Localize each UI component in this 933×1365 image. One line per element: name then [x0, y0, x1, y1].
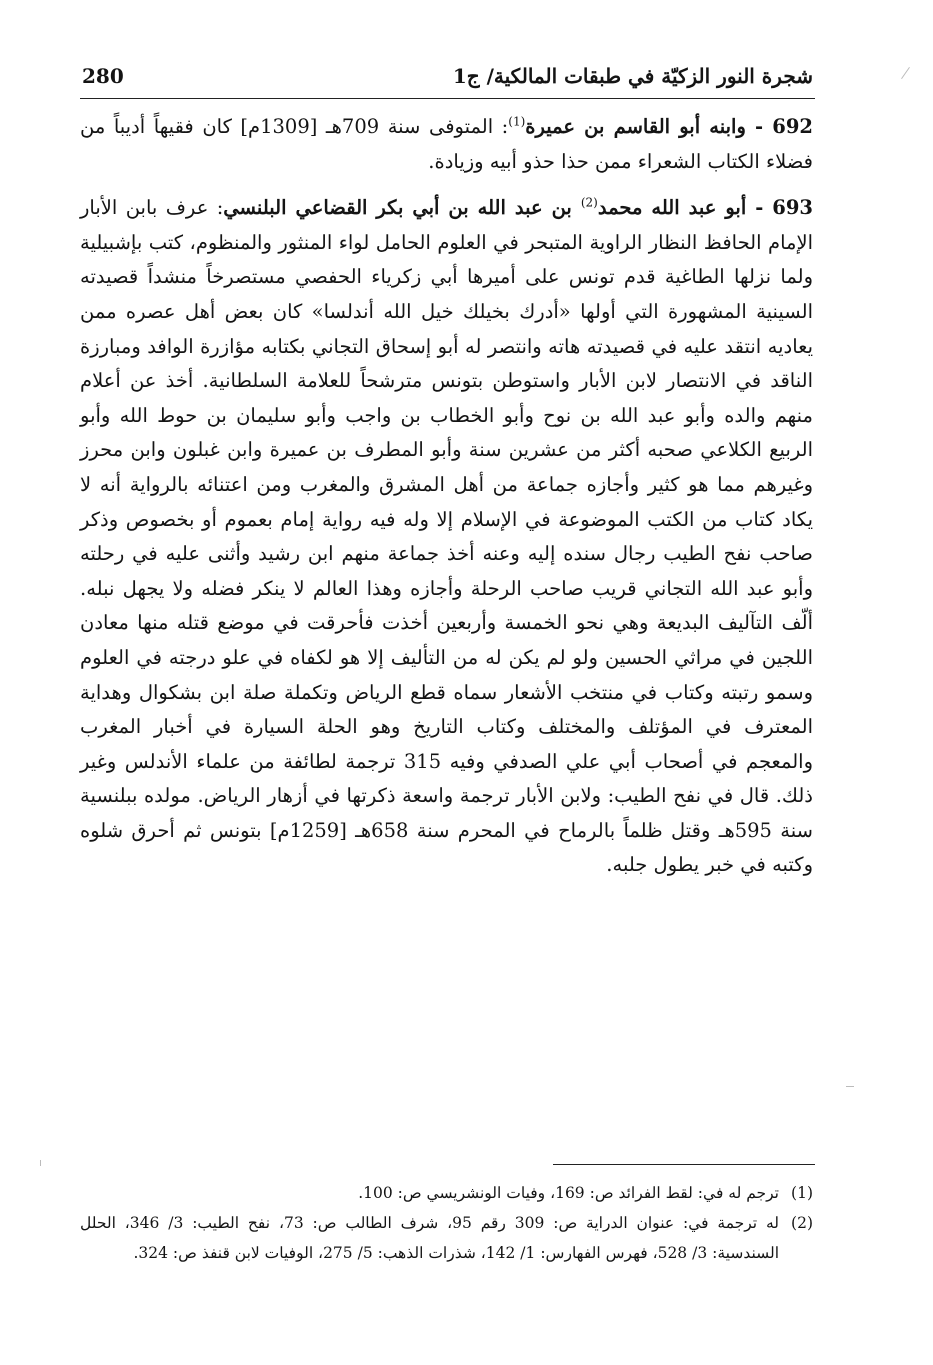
scan-artifact [901, 67, 910, 79]
footnote-reference: (2) [580, 195, 598, 210]
entry-693 [80, 191, 813, 883]
entry-heading: 692 - وابنه أبو القاسم بن عميرة [525, 115, 814, 138]
page-number: 280 [82, 64, 124, 88]
entry-heading-continued: بن عبد الله بن أبي بكر القضاعي البلنسي [223, 196, 581, 220]
header-rule [80, 98, 815, 99]
footnote-text: له ترجمة في: عنوان الدراية ص: 309 رقم 95، شرف الطالب ص: 73، نفح الطيب: 3/ 346، الحلل السندسية: 3/ 528، فهرس الفهارس: 1/ 142، شذرات الذهب: 5/ 275، الوفيات لابن قنفذ ص: 324. [80, 1214, 779, 1262]
footnote-separator [553, 1164, 815, 1165]
scan-artifact [846, 1086, 854, 1087]
footnote-2 [80, 1208, 813, 1268]
entry-692 [80, 110, 813, 179]
footnote-text: ترجم له في: لقط الفرائد ص: 169، وفيات الونشريسي ص: 100. [358, 1184, 779, 1202]
footnote-reference: (1) [508, 114, 526, 129]
footnote-number: (2) [791, 1214, 813, 1232]
footnotes [80, 1178, 813, 1268]
entry-heading: 693 - أبو عبد الله محمد [597, 196, 813, 220]
entry-text: : عرف بابن الأبار الإمام الحافظ النظار الراوية المتبحر في العلوم الحامل لواء المنثور والمنظوم، كتب بإشبيلية ولما نزلها الطاغية قدم تونس على أميرها أبي زكرياء الحفصي مستصرخاً منشداً قصيدته السينية المشهورة التي أولها «أدرك بخيلك خيل الله أندلسا» كان بعض أهل عصره ممن يعاديه انتقد عليه في قصيدته هاته وانتصر له أبو إسحاق التجاني بكتابه مؤازرة الوافد ومبارزة الناقد في الانتصار لابن الأبار واستوطن بتونس مترشحاً للعلامة السلطانية. أخذ عن أعلام منهم والده وأبو عبد الله بن نوح وأبو الخطاب بن واجب وأبو سليمان بن حوط الله وأبو الربيع الكلاعي صحبه أكثر من عشرين سنة وأبو المطرف بن عميرة وابن غبلون وابن محرز وغيرهم مما هو كثير وأجازه جماعة من أهل المشرق والمغرب ومن اعتنائه بالرواية أنه لا يكاد كتاب من الكتب الموضوعة في الإسلام إلا وله فيه رواية إمام بعموم أو بخصوص وذكر صاحب نفح الطيب رجال سنده إليه وعنه أخذ جماعة منهم ابن رشيد وأثنى عليه في رحلته وأبو عبد الله التجاني قريب صاحب الرحلة وأجازه وهذا العالم لا ينكر فضله ولا يجهل نبله. ألّف التآليف البديعة وهي نحو الخمسة وأربعين أخذت فأحرقت في موضع قتله منها معادن اللجين في مراثي الحسين ولو لم يكن له من التأليف إلا هو لكفاه في علو درجته في العلوم وسمو رتبته وكتاب في منتخب الأشعار سماه قطع الرياض وتكملة صلة ابن بشكوال وهداية المعترف في المؤتلف والمختلف وكتاب التاريخ وهو الحلة السيارة في أخبار المغرب والمعجم في أصحاب أبي علي الصدفي وفيه 315 ترجمة لطائفة من علماء الأندلس وغير ذلك. قال في نفح الطيب: ولابن الأبار ترجمة واسعة ذكرتها في أزهار الرياض. مولده ببلنسية سنة 595هـ وقتل ظلماً بالرماح في المحرم سنة 658هـ [1259م] بتونس ثم أحرق شلوه وكتبه في خبر يطول جلبه. [80, 196, 813, 877]
scan-artifact [40, 1160, 41, 1166]
entry-text: : المتوفى سنة 709هـ [1309م] كان فقيهاً أديباً من فضلاء الكتاب الشعراء ممن حذا حذو أبيه وزيادة. [80, 115, 813, 173]
running-title: شجرة النور الزكيّة في طبقات المالكية/ ج1 [452, 64, 813, 88]
footnote-1 [80, 1178, 813, 1208]
page-header [82, 58, 813, 94]
footnote-number: (1) [791, 1184, 813, 1202]
main-text [80, 110, 813, 883]
